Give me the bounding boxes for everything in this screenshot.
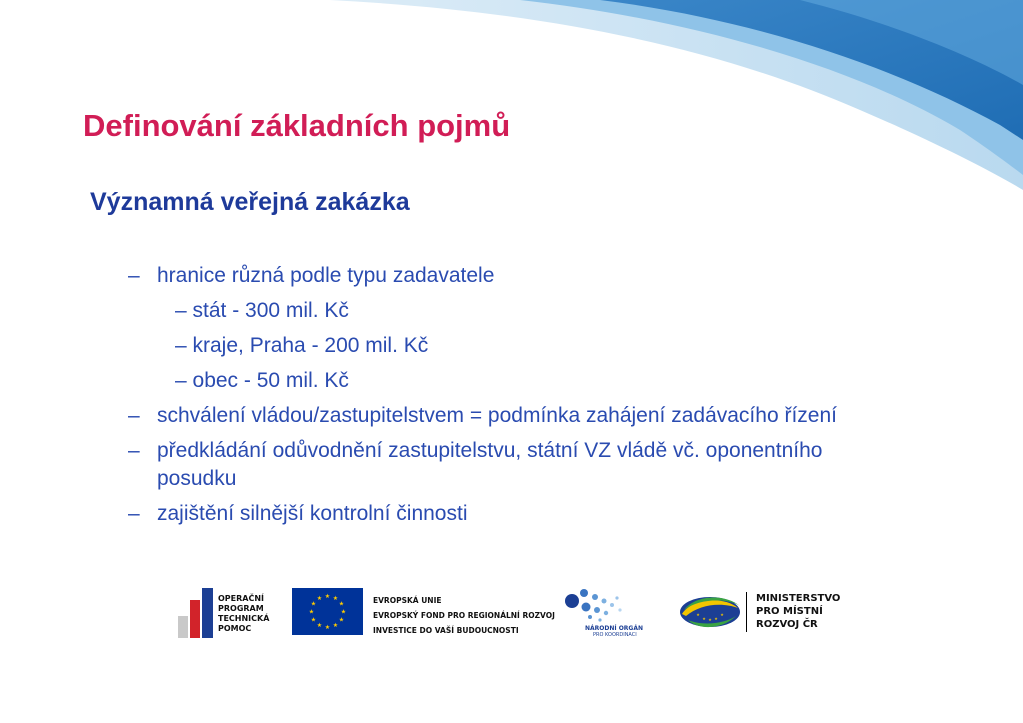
mmr-line: MINISTERSTVO [756,593,841,604]
svg-text:★: ★ [316,595,323,602]
eu-line: EVROPSKÁ UNIE [373,596,442,605]
svg-text:★: ★ [714,616,718,621]
svg-text:★: ★ [340,608,347,616]
bullet-text: hranice různá podle typu zadavatele [157,264,495,287]
narodni-organ-logo [560,585,650,640]
bullet-text: schválení vládou/zastupitelstvem = podmínka zahájení zadávacího řízení [157,404,837,427]
optp-line: POMOC [218,624,252,633]
optp-bar-icon [178,616,188,638]
sub-bullet-text: – kraje, Praha - 200 mil. Kč [175,334,429,357]
optp-logo-text [218,594,269,634]
slide-title: Definování základních pojmů [83,108,511,143]
mmr-logo [678,590,858,640]
sub-bullet-text: – stát - 300 mil. Kč [175,299,349,322]
optp-bar-icon [202,588,213,638]
svg-text:★: ★ [332,595,339,602]
svg-text:★: ★ [316,622,323,629]
optp-bar-icon [190,600,200,638]
svg-text:★: ★ [332,622,339,629]
bullet-item [128,500,848,528]
bullet-item [128,262,848,290]
svg-text:★: ★ [310,600,317,608]
bullet-dash: – [128,502,140,525]
bullet-list [128,262,848,535]
narodni-organ-title: NÁRODNÍ ORGÁN [585,625,644,632]
optp-line: PROGRAM [218,604,264,613]
svg-text:★: ★ [324,624,331,631]
narodni-organ-subtitle: PRO KOORDINACI [593,632,637,638]
eu-flag-icon [292,588,363,635]
slide-subtitle: Významná veřejná zakázka [90,188,410,216]
bullet-text: zajištění silnější kontrolní činnosti [157,502,468,525]
bullet-item [128,402,848,430]
mmr-emblem-icon [678,590,742,634]
optp-logo [178,588,268,638]
mmr-line: PRO MÍSTNÍ [756,606,823,617]
svg-text:★: ★ [310,616,317,624]
sub-bullet-text: – obec - 50 mil. Kč [175,369,349,392]
svg-text:★: ★ [696,612,700,617]
eu-line: EVROPSKÝ FOND PRO REGIONÁLNÍ ROZVOJ [373,611,555,620]
svg-text:★: ★ [324,593,331,600]
mmr-logo-text [756,592,840,631]
mmr-line: ROZVOJ ČR [756,619,818,630]
svg-text:★: ★ [702,616,706,621]
bullet-dash: – [128,264,140,287]
svg-text:★: ★ [338,600,345,608]
bullet-text: předkládání odůvodnění zastupitelstvu, státní VZ vládě vč. oponentního posudku [157,439,823,490]
bullet-item [128,437,848,493]
svg-text:★: ★ [338,616,345,624]
bullet-dash: – [128,404,140,427]
eu-line: INVESTICE DO VAŠÍ BUDOUCNOSTI [373,626,519,635]
optp-line: TECHNICKÁ [218,614,270,623]
eu-logo-text [373,593,555,638]
svg-text:★: ★ [720,612,724,617]
svg-text:★: ★ [708,617,712,622]
optp-line: OPERAČNÍ [218,594,265,603]
mmr-separator [746,592,747,632]
svg-text:★: ★ [308,608,315,616]
dots-icon [560,585,650,625]
bullet-dash: – [128,439,140,462]
